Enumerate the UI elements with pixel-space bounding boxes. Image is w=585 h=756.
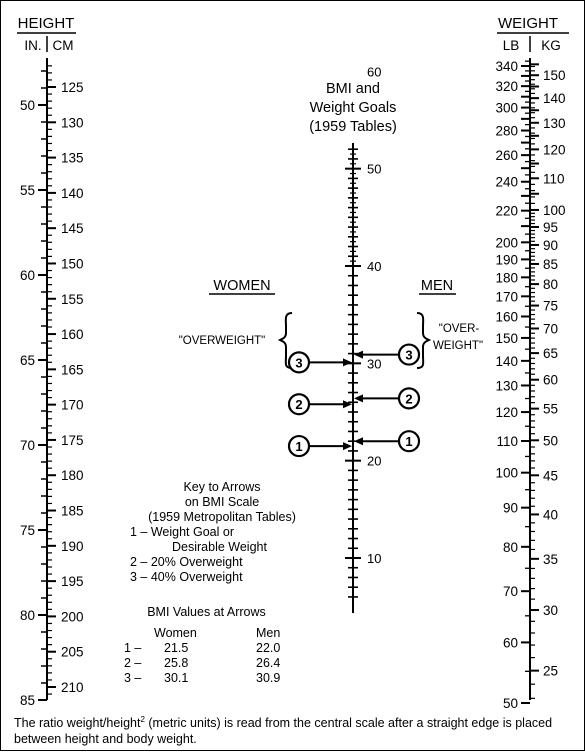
height-title: HEIGHT [17, 15, 75, 32]
weight-lb-label: 140 [495, 353, 518, 369]
women-arrow-head [343, 358, 352, 366]
overweight-men-label-1: "OVER- [438, 323, 480, 335]
weight-kg-ticks [530, 64, 566, 698]
height-cm-label: 195 [61, 574, 84, 590]
arrow-number: 3 [295, 355, 303, 371]
weight-unit-kg: KG [541, 38, 561, 53]
height-inch-label: 70 [19, 438, 35, 453]
bmi-label: 20 [367, 453, 382, 469]
men-arrow-head [354, 437, 363, 445]
weight-kg-label: 90 [543, 237, 559, 253]
height-cm-label: 185 [61, 503, 84, 519]
row-women-value: 25.8 [164, 656, 189, 670]
weight-kg-label: 65 [543, 346, 559, 362]
row-women-value: 21.5 [164, 641, 189, 655]
height-inch-label: 55 [19, 183, 35, 198]
caption-superscript: 2 [140, 715, 145, 724]
height-unit-cm: CM [52, 38, 74, 53]
weight-kg-label: 25 [543, 663, 559, 679]
arrow-number: 1 [405, 434, 413, 450]
weight-lb-label: 150 [495, 330, 518, 346]
row-men-value: 26.4 [256, 656, 281, 670]
weight-lb-label: 160 [495, 309, 518, 325]
women-arrow-head [343, 442, 352, 450]
bmi-title-line2: Weight Goals [309, 100, 397, 116]
bmi-label: 50 [367, 161, 382, 177]
weight-lb-label: 300 [495, 100, 518, 116]
weight-kg-label: 100 [543, 202, 566, 218]
overweight-men-label-2: WEIGHT" [432, 340, 484, 352]
height-cm-label: 170 [61, 397, 84, 413]
height-inch-label: 85 [19, 693, 35, 708]
height-cm-label: 200 [61, 609, 84, 625]
row-men-value: 22.0 [256, 641, 281, 655]
bmi-title-line1: BMI and [326, 81, 380, 97]
height-cm-label: 155 [61, 291, 84, 307]
weight-lb-label: 220 [495, 203, 518, 219]
women-label: WOMEN [213, 278, 271, 294]
weight-lb-label: 120 [495, 405, 518, 421]
weight-lb-label: 70 [502, 584, 518, 600]
men-arrow-head [354, 394, 363, 402]
men-label: MEN [420, 278, 454, 294]
caption-part-2: (metric units) is read from the central scale after a straight edge is placed between height and body weight. [14, 716, 553, 747]
key-item-1a: 1 – Weight Goal or [130, 525, 234, 539]
key-item-2: 2 – 20% Overweight [130, 555, 243, 569]
bmi-values-title: BMI Values at Arrows [147, 605, 266, 619]
weight-kg-label: 50 [543, 433, 559, 449]
height-cm-label: 165 [61, 362, 84, 378]
arrow-number: 3 [405, 347, 413, 363]
weight-kg-label: 140 [543, 91, 566, 107]
bmi-title-line3: (1959 Tables) [309, 119, 397, 135]
weight-lb-label: 130 [495, 378, 518, 394]
weight-kg-label: 35 [543, 551, 559, 567]
figure-caption [14, 712, 579, 747]
weight-kg-label: 45 [543, 468, 559, 484]
weight-lb-label: 340 [495, 59, 518, 74]
key-title-3: (1959 Metropolitan Tables) [148, 510, 296, 524]
height-cm-label: 180 [61, 468, 84, 484]
key-title-1: Key to Arrows [183, 480, 261, 494]
weight-kg-label: 60 [543, 372, 559, 388]
height-cm-ticks [47, 66, 84, 695]
height-cm-label: 130 [61, 115, 84, 131]
height-cm-label: 125 [61, 80, 84, 95]
weight-lb-label: 280 [495, 123, 518, 139]
weight-kg-label: 95 [543, 220, 559, 236]
men-arrow-head [354, 351, 363, 359]
weight-kg-label: 75 [543, 298, 559, 314]
arrow-number: 1 [295, 439, 303, 455]
bmi-values-header [124, 626, 304, 641]
weight-lb-label: 320 [495, 79, 518, 95]
weight-lb-label: 200 [495, 235, 518, 251]
weight-kg-label: 80 [543, 277, 559, 293]
table-row [124, 656, 304, 671]
caption-part-1: The ratio weight/height [14, 716, 141, 731]
col-men-header: Men [256, 626, 281, 640]
height-cm-label: 145 [61, 221, 84, 237]
height-inch-label: 60 [19, 268, 35, 283]
weight-lb-label: 180 [495, 270, 518, 286]
weight-kg-label: 130 [543, 115, 566, 131]
table-row [124, 641, 304, 656]
weight-lb-label: 170 [495, 289, 518, 305]
key-item-1b: Desirable Weight [172, 540, 267, 554]
bmi-label: 60 [367, 64, 382, 80]
weight-lb-label: 100 [495, 465, 518, 481]
weight-kg-label: 120 [543, 142, 566, 158]
bmi-values-table [124, 605, 304, 686]
weight-lb-label: 190 [495, 252, 518, 268]
height-cm-label: 175 [61, 432, 84, 448]
weight-kg-label: 85 [543, 256, 559, 272]
weight-kg-label: 30 [543, 603, 559, 619]
weight-unit-lb: LB [502, 38, 520, 53]
height-inch-ticks [20, 71, 47, 708]
height-cm-label: 160 [61, 327, 84, 343]
women-arrow-head [343, 400, 352, 408]
weight-lb-label: 80 [502, 539, 518, 555]
bmi-label: 30 [367, 356, 382, 372]
arrow-number: 2 [405, 391, 413, 407]
height-inch-label: 50 [19, 98, 35, 113]
weight-lb-label: 60 [502, 635, 518, 651]
height-cm-label: 150 [61, 256, 84, 272]
weight-kg-label: 70 [543, 321, 559, 337]
row-men-value: 30.9 [256, 671, 281, 685]
height-inch-label: 75 [19, 523, 35, 538]
height-cm-label: 205 [61, 644, 84, 660]
weight-title: WEIGHT [498, 15, 558, 32]
height-cm-label: 210 [61, 680, 84, 695]
weight-lb-label: 240 [495, 174, 518, 190]
row-women-value: 30.1 [164, 671, 189, 685]
height-unit-in: IN. [24, 38, 42, 53]
weight-lb-ticks [495, 59, 530, 711]
height-cm-label: 135 [61, 150, 84, 166]
weight-lb-label: 50 [502, 696, 518, 711]
weight-lb-label: 110 [496, 433, 518, 449]
height-inch-label: 80 [19, 608, 35, 623]
key-item-3: 3 – 40% Overweight [130, 570, 243, 584]
arrow-number: 2 [295, 397, 303, 413]
height-inch-label: 65 [19, 353, 35, 368]
col-women-header: Women [154, 626, 197, 640]
key-title-2: on BMI Scale [184, 495, 260, 509]
bmi-label: 10 [367, 551, 382, 566]
table-row [124, 671, 304, 686]
overweight-women-label: "OVERWEIGHT" [178, 335, 266, 347]
row-number: 2 – [124, 656, 142, 670]
weight-kg-label: 40 [543, 507, 559, 523]
weight-lb-label: 90 [502, 500, 518, 516]
height-cm-label: 190 [61, 538, 84, 554]
weight-kg-label: 150 [543, 68, 566, 84]
row-number: 1 – [124, 641, 142, 655]
height-cm-label: 140 [61, 185, 84, 201]
weight-kg-label: 55 [543, 401, 559, 417]
row-number: 3 – [124, 671, 142, 685]
weight-lb-label: 260 [495, 148, 518, 164]
arrow-key [122, 480, 322, 585]
bmi-label: 40 [367, 259, 382, 274]
weight-kg-label: 110 [543, 171, 565, 187]
